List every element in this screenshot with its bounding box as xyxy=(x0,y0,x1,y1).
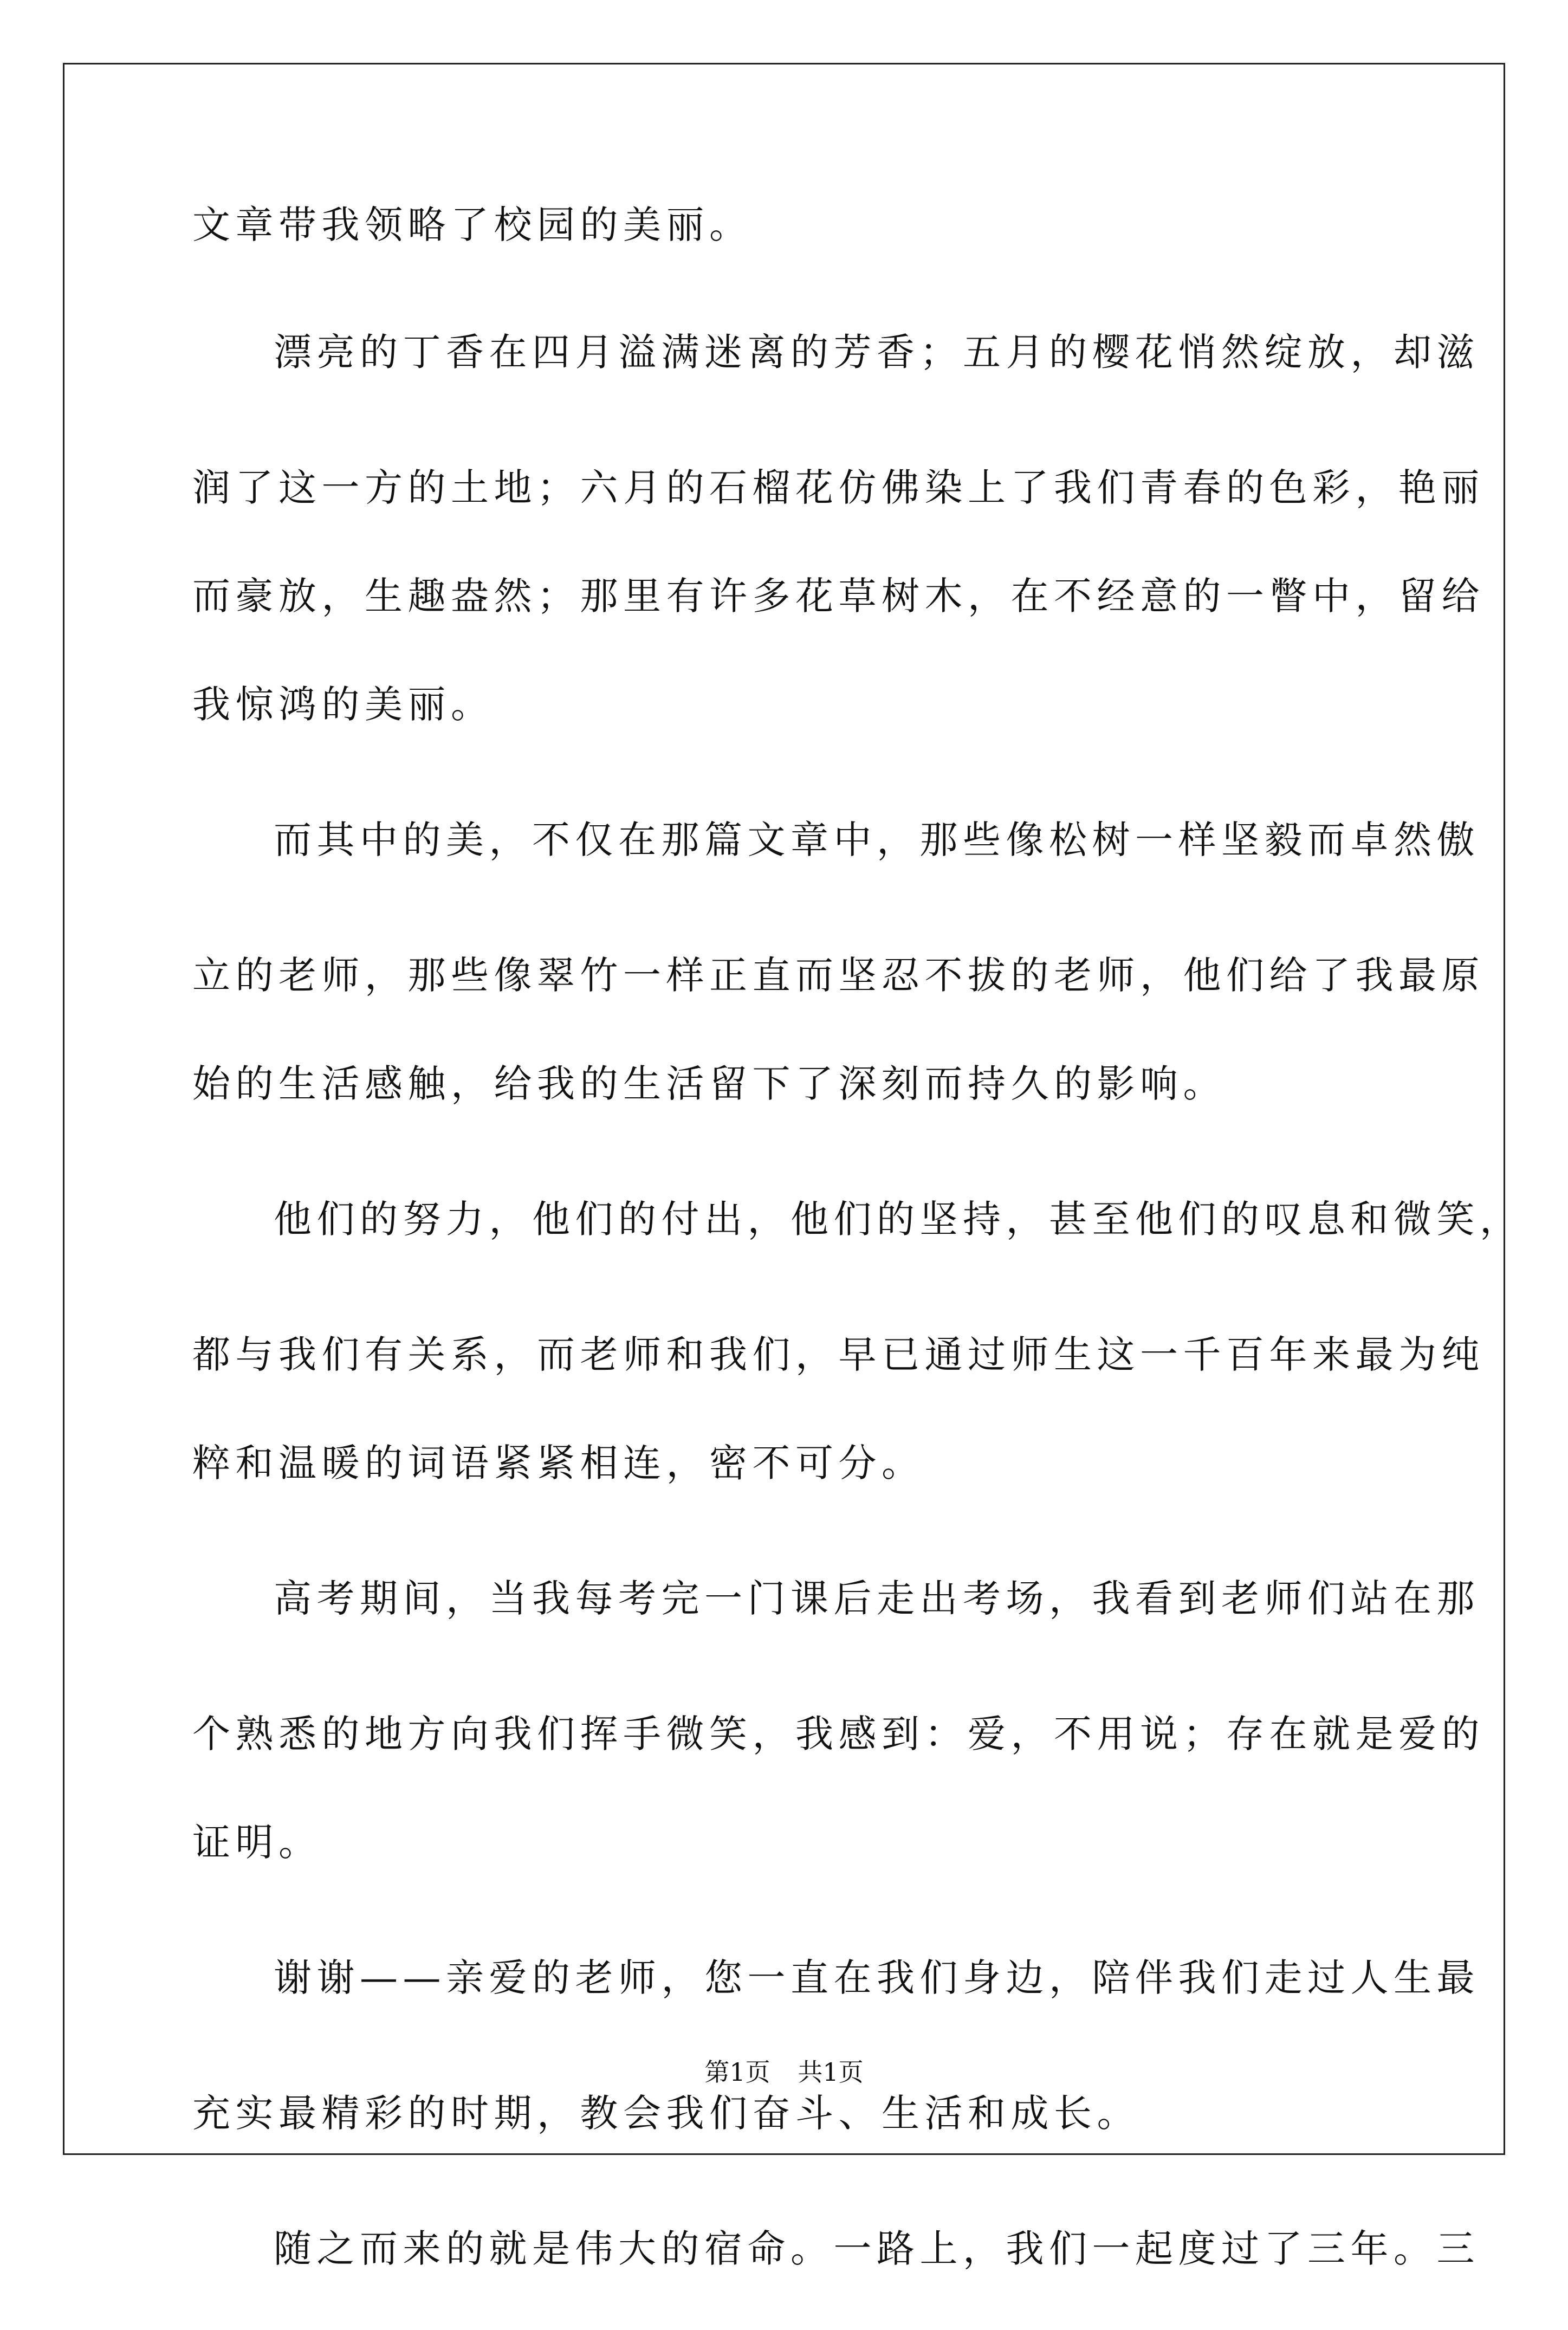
page-total: 共1页 xyxy=(798,2057,864,2087)
text-line: 个熟悉的地方向我们挥手微笑，我感到：爱，不用说；存在就是爱的 xyxy=(192,1712,1485,1756)
text-line: 始的生活感触，给我的生活留下了深刻而持久的影响。 xyxy=(192,1062,1226,1106)
paragraph-first-line: 高考期间，当我每考完一门课后走出考场，我看到老师们站在那 xyxy=(274,1576,1480,1621)
page-number: 第1页 xyxy=(704,2057,770,2087)
text-line: 立的老师，那些像翠竹一样正直而坚忍不拔的老师，他们给了我最原 xyxy=(192,953,1485,998)
text-line: 都与我们有关系，而老师和我们，早已通过师生这一千百年来最为纯 xyxy=(192,1332,1485,1377)
text-line: 证明。 xyxy=(192,1820,322,1865)
page-footer xyxy=(0,2053,1568,2088)
text-line: 文章带我领略了校园的美丽。 xyxy=(192,203,753,247)
paragraph-first-line: 而其中的美，不仅在那篇文章中，那些像松树一样坚毅而卓然傲 xyxy=(274,818,1480,862)
text-line: 润了这一方的土地；六月的石榴花仿佛染上了我们青春的色彩，艳丽 xyxy=(192,465,1485,510)
text-line: 我惊鸿的美丽。 xyxy=(192,682,494,727)
paragraph-first-line: 他们的努力，他们的付出，他们的坚持，甚至他们的叹息和微笑， xyxy=(274,1197,1523,1241)
paragraph-first-line: 谢谢——亲爱的老师，您一直在我们身边，陪伴我们走过人生最 xyxy=(274,1956,1480,2000)
paragraph-first-line: 漂亮的丁香在四月溢满迷离的芳香；五月的樱花悄然绽放，却滋 xyxy=(274,330,1480,374)
text-line: 而豪放，生趣盎然；那里有许多花草树木，在不经意的一瞥中，留给 xyxy=(192,574,1485,618)
text-line: 充实最精彩的时期，教会我们奋斗、生活和成长。 xyxy=(192,2091,1140,2135)
paragraph-first-line: 随之而来的就是伟大的宿命。一路上，我们一起度过了三年。三 xyxy=(274,2227,1480,2271)
text-line: 粹和温暖的词语紧紧相连，密不可分。 xyxy=(192,1441,925,1485)
document-body xyxy=(192,179,1523,2330)
